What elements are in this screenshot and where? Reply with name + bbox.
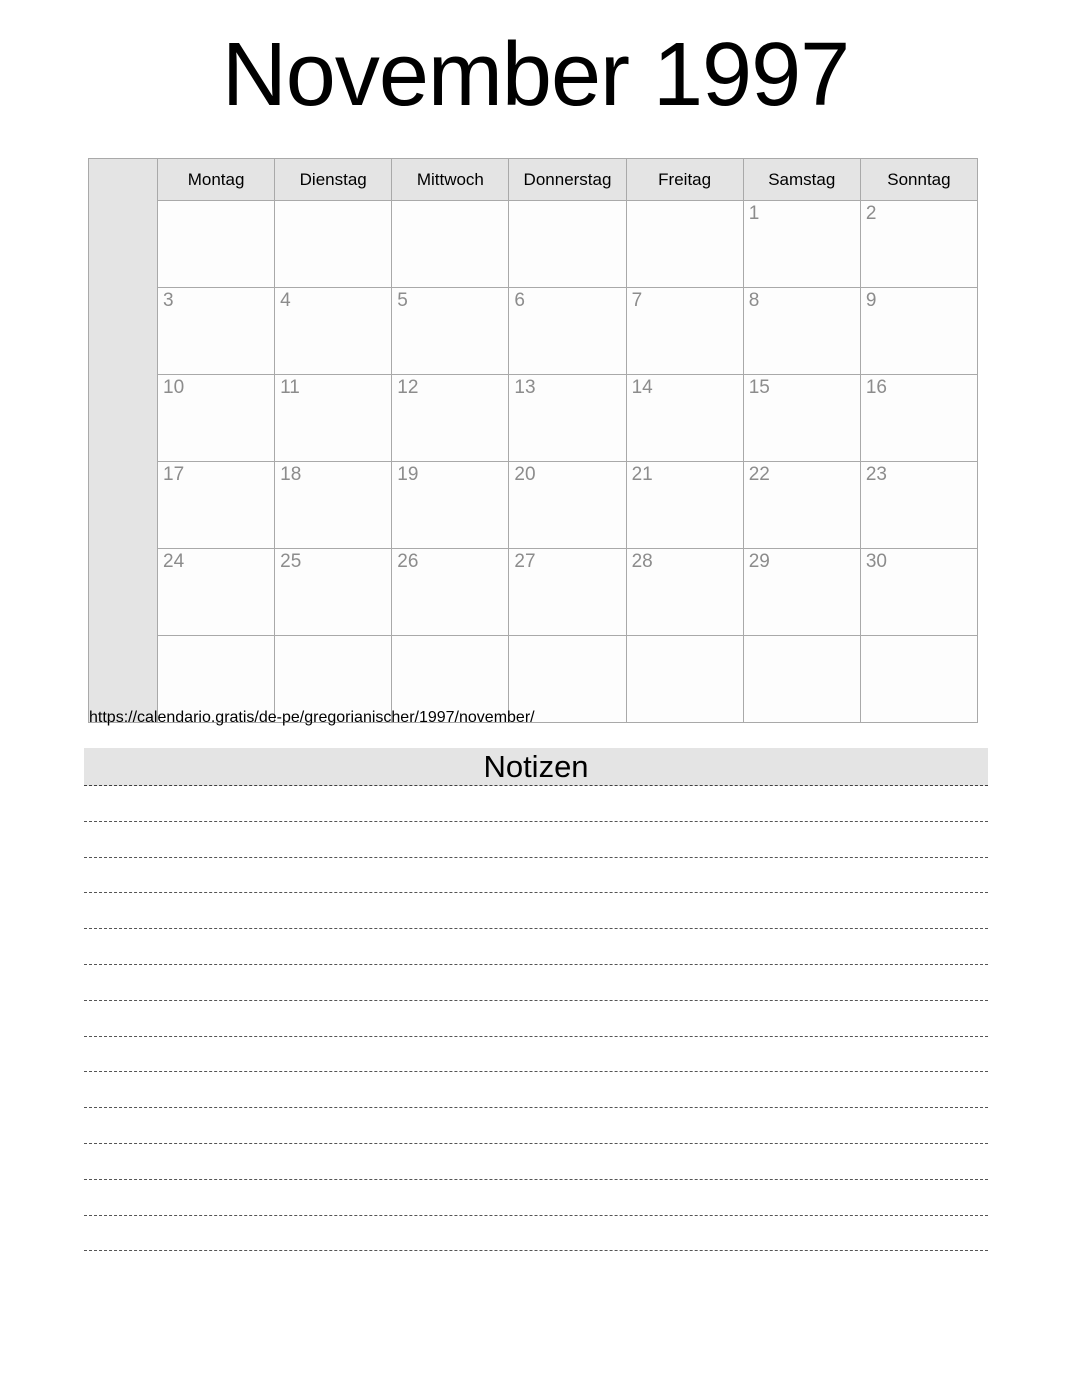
notes-lines — [84, 786, 988, 1251]
day-cell — [275, 201, 392, 288]
calendar-header-row — [89, 159, 978, 201]
day-cell: 24 — [158, 549, 275, 636]
day-cell — [626, 636, 743, 723]
day-cell: 9 — [860, 288, 977, 375]
note-line — [84, 1144, 988, 1180]
note-line — [84, 822, 988, 858]
note-line — [84, 893, 988, 929]
day-header-sonntag: Sonntag — [860, 159, 977, 201]
note-line — [84, 1037, 988, 1073]
day-cell: 1 — [743, 201, 860, 288]
day-header-dienstag: Dienstag — [275, 159, 392, 201]
day-cell: 23 — [860, 462, 977, 549]
day-cell: 3 — [158, 288, 275, 375]
day-cell: 13 — [509, 375, 626, 462]
day-header-freitag: Freitag — [626, 159, 743, 201]
day-cell — [158, 201, 275, 288]
day-cell: 8 — [743, 288, 860, 375]
day-header-montag: Montag — [158, 159, 275, 201]
day-cell: 19 — [392, 462, 509, 549]
day-cell: 17 — [158, 462, 275, 549]
day-cell: 11 — [275, 375, 392, 462]
day-cell: 20 — [509, 462, 626, 549]
day-cell: 4 — [275, 288, 392, 375]
calendar-week-row — [89, 375, 978, 462]
day-cell — [626, 201, 743, 288]
page-title: November 1997 — [221, 25, 850, 125]
day-cell: 26 — [392, 549, 509, 636]
note-line — [84, 1180, 988, 1216]
calendar-week-row — [89, 462, 978, 549]
day-cell: 16 — [860, 375, 977, 462]
notes-header — [84, 748, 988, 786]
calendar-table — [88, 158, 978, 723]
note-line — [84, 786, 988, 822]
day-cell: 7 — [626, 288, 743, 375]
day-cell — [392, 201, 509, 288]
day-cell: 6 — [509, 288, 626, 375]
day-cell: 10 — [158, 375, 275, 462]
day-cell: 18 — [275, 462, 392, 549]
day-header-donnerstag: Donnerstag — [509, 159, 626, 201]
note-line — [84, 929, 988, 965]
day-cell: 27 — [509, 549, 626, 636]
day-cell: 12 — [392, 375, 509, 462]
day-cell: 14 — [626, 375, 743, 462]
note-line — [84, 1072, 988, 1108]
day-cell: 25 — [275, 549, 392, 636]
note-line — [84, 858, 988, 894]
day-cell — [743, 636, 860, 723]
day-header-mittwoch: Mittwoch — [392, 159, 509, 201]
note-line — [84, 1108, 988, 1144]
calendar-week-row — [89, 201, 978, 288]
note-line — [84, 965, 988, 1001]
note-line — [84, 1001, 988, 1037]
day-header-samstag: Samstag — [743, 159, 860, 201]
day-cell: 22 — [743, 462, 860, 549]
day-cell: 30 — [860, 549, 977, 636]
source-url-text: https://calendario.gratis/de-pe/gregorianischer/1997/november/ — [89, 709, 535, 726]
day-cell: 29 — [743, 549, 860, 636]
calendar-week-row — [89, 288, 978, 375]
note-line — [84, 1216, 988, 1252]
day-cell — [860, 636, 977, 723]
day-cell: 21 — [626, 462, 743, 549]
day-cell: 2 — [860, 201, 977, 288]
notes-title: Notizen — [483, 749, 589, 784]
day-cell — [509, 201, 626, 288]
week-spacer-column — [89, 159, 158, 723]
day-cell: 15 — [743, 375, 860, 462]
calendar-week-row — [89, 549, 978, 636]
day-cell: 28 — [626, 549, 743, 636]
day-cell: 5 — [392, 288, 509, 375]
